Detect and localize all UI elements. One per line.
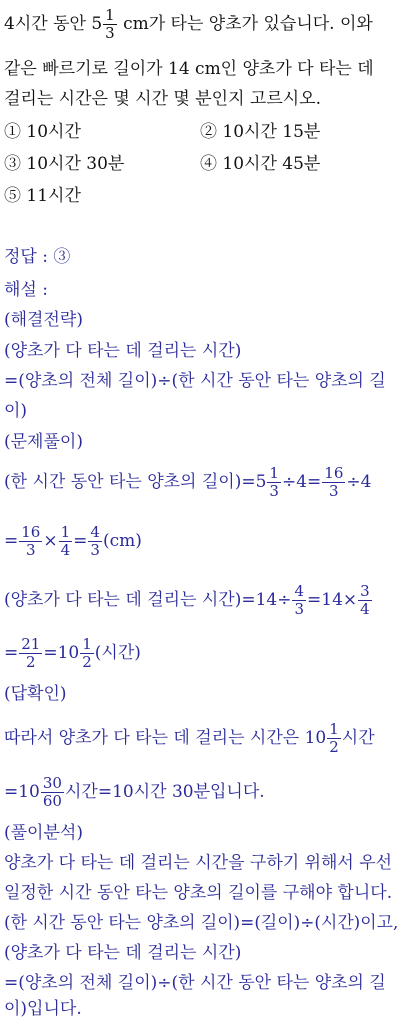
work-text: =: [73, 531, 88, 551]
numerator: 1: [329, 720, 339, 738]
analysis-line-6: 이)입니다.: [4, 999, 82, 1019]
choice-mark: ⑤: [4, 186, 21, 206]
fraction: [19, 525, 42, 558]
numerator: 1: [60, 523, 71, 541]
problem-line-2: 같은 빠르기로 길이가 14 cm인 양초가 다 타는 데: [4, 59, 374, 79]
numerator: 30: [42, 774, 62, 792]
check-text: 시간=10시간 30분입니다.: [64, 782, 265, 802]
analysis-line-1: 양초가 다 타는 데 걸리는 시간을 구하기 위해서 우선: [4, 853, 393, 873]
choice-3[interactable]: [4, 153, 124, 175]
work-text: (시간): [94, 643, 141, 663]
work-text: ÷4=: [281, 472, 322, 492]
choice-mark: ①: [4, 122, 21, 142]
choice-mark: ②: [200, 122, 217, 142]
choice-text: 10시간 15분: [222, 122, 321, 142]
work-line-1: [4, 466, 371, 499]
numerator: 16: [324, 464, 344, 482]
analysis-line-2: 일정한 시간 동안 타는 양초의 길이를 구해야 합니다.: [4, 883, 393, 903]
denominator: 3: [329, 482, 339, 500]
fraction: [327, 722, 341, 755]
denominator: 4: [60, 541, 71, 559]
fraction: [41, 776, 64, 809]
check-label: (답확인): [4, 684, 67, 704]
analysis-line-5: =(양초의 전체 길이)÷(한 시간 동안 타는 양초의 길: [4, 973, 386, 993]
numerator: 1: [82, 635, 92, 653]
numerator: 16: [21, 523, 41, 541]
choice-mark: ③: [4, 154, 21, 174]
work-text: =14×: [307, 590, 358, 610]
denominator: 3: [294, 600, 305, 618]
mixed-number-whole: 5: [91, 14, 103, 34]
denominator: 3: [90, 541, 100, 559]
numerator: 1: [105, 6, 115, 24]
fraction: [19, 637, 42, 670]
fraction: [88, 525, 102, 558]
work-text: (한 시간 동안 타는 양초의 길이)=: [4, 472, 256, 492]
denominator: 4: [360, 600, 370, 618]
fraction: [292, 584, 306, 617]
strategy-line-3: 이): [4, 401, 28, 421]
check-text: 시간: [341, 728, 375, 748]
numerator: 4: [294, 582, 305, 600]
answer-line: 정답 : ③: [4, 247, 71, 267]
numerator: 4: [90, 523, 100, 541]
fraction: [59, 525, 73, 558]
choice-text: 10시간: [26, 122, 81, 142]
choice-text: 10시간 30분: [26, 154, 125, 174]
fraction: [267, 466, 281, 499]
strategy-line-2: =(양초의 전체 길이)÷(한 시간 동안 타는 양초의 길: [4, 371, 386, 391]
choice-mark: ④: [200, 154, 217, 174]
check-text: 따라서 양초가 다 타는 데 걸리는 시간은 10: [4, 728, 327, 748]
denominator: 60: [42, 792, 62, 810]
choice-1[interactable]: [4, 121, 81, 143]
work-line-2: [4, 525, 142, 558]
numerator: 21: [21, 635, 41, 653]
work-line-3: [4, 584, 373, 617]
explain-label: 해설 :: [4, 280, 48, 300]
problem-text: 4시간 동안: [4, 14, 92, 34]
check-line-2: [4, 776, 265, 809]
fraction: [358, 584, 372, 617]
numerator: 3: [360, 582, 370, 600]
problem-line-1: [4, 8, 373, 41]
choice-text: 11시간: [26, 186, 81, 206]
work-text: =: [4, 531, 19, 551]
work-text: ×: [43, 531, 58, 551]
numerator: 1: [269, 464, 279, 482]
analysis-line-4: (양초가 다 타는 데 걸리는 시간): [4, 943, 242, 963]
fraction: [322, 466, 345, 499]
denominator: 2: [82, 653, 92, 671]
strategy-line-1: (양초가 다 타는 데 걸리는 시간): [4, 341, 242, 361]
denominator: 3: [269, 482, 279, 500]
work-text: =: [4, 643, 19, 663]
work-text: (양초가 다 타는 데 걸리는 시간)=14÷: [4, 590, 292, 610]
mixed-number-whole: 5: [255, 472, 267, 492]
choice-5[interactable]: [4, 185, 81, 207]
denominator: 2: [329, 738, 339, 756]
choice-text: 10시간 45분: [222, 154, 321, 174]
choice-4[interactable]: [200, 153, 320, 175]
check-text: =10: [4, 782, 40, 802]
problem-line-3: 걸리는 시간은 몇 시간 몇 분인지 고르시오.: [4, 89, 322, 109]
check-line-1: [4, 722, 375, 755]
denominator: 2: [26, 653, 36, 671]
work-text: (cm): [102, 531, 142, 551]
analysis-label: (풀이분석): [4, 823, 83, 843]
denominator: 3: [26, 541, 36, 559]
denominator: 3: [105, 24, 115, 42]
fraction: [80, 637, 94, 670]
choice-2[interactable]: [200, 121, 320, 143]
work-text: ÷4: [346, 472, 372, 492]
work-label: (문제풀이): [4, 432, 83, 452]
fraction: [103, 8, 117, 41]
problem-text: cm가 타는 양초가 있습니다. 이와: [117, 14, 373, 34]
analysis-line-3: (한 시간 동안 타는 양초의 길이)=(길이)÷(시간)이고,: [4, 913, 399, 933]
strategy-label: (해결전략): [4, 310, 83, 330]
work-text: =10: [43, 643, 80, 663]
work-line-4: [4, 637, 141, 670]
